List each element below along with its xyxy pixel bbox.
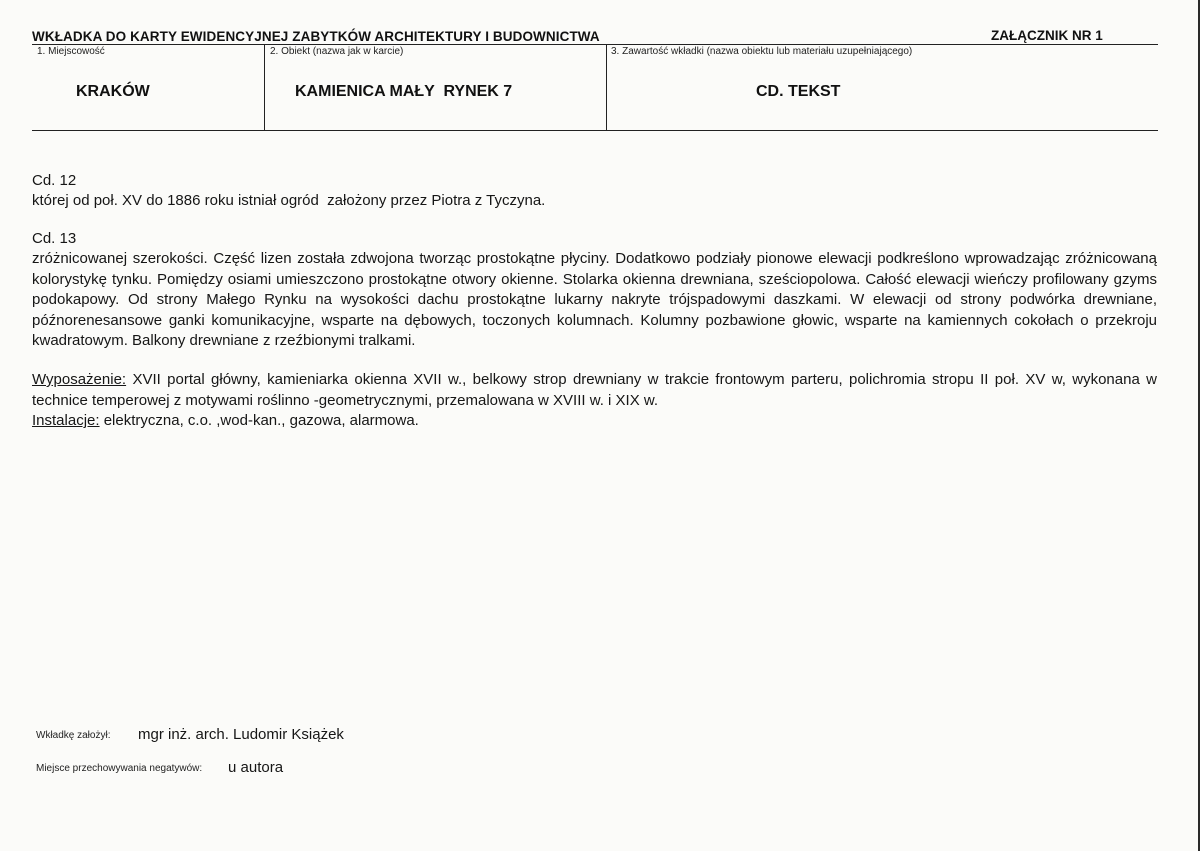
negatives-label: Miejsce przechowywania negatywów: [36,763,203,774]
equipment-paragraph [32,370,1157,411]
cd13-paragraph [32,249,1157,352]
negatives-value: u autora [228,759,284,776]
installations-text: elektryczna, c.o. ,wod-kan., gazowa, alarmowa. [99,412,419,429]
locality-value: KRAKÓW [76,83,150,100]
cd12-heading: Cd. 12 [32,172,77,189]
field-divider-1 [264,44,265,131]
contents-label: 3. Zawartość wkładki (nazwa obiektu lub materiału uzupełniającego) [611,46,913,57]
object-value: KAMIENICA MAŁY RYNEK 7 [295,83,513,100]
object-label: 2. Obiekt (nazwa jak w karcie) [270,46,404,57]
cd12-text: której od poł. XV do 1886 roku istniał ogród założony przez Piotra z Tyczyna. [32,192,546,209]
cd13-heading: Cd. 13 [32,230,77,247]
header-rule [32,44,1158,45]
annex-number: ZAŁĄCZNIK NR 1 [991,28,1103,43]
field-divider-2 [606,44,607,131]
fields-bottom-rule [32,130,1158,131]
installations-line [32,411,419,432]
equipment-text: XVII portal główny, kamieniarka okienna XVII w., belkowy strop drewniany w trakcie frontowym parteru, polichromia stropu II poł. XV w, wykonana w technice temperowej z motywami roślinno -geometrycznymi, przemalowana w XVIII w. i XIX w. [32,371,1157,409]
card-title: WKŁADKA DO KARTY EWIDENCYJNEJ ZABYTKÓW ARCHITEKTURY I BUDOWNICTWA [32,29,600,44]
installations-label: Instalacje: [32,412,100,429]
equipment-label: Wyposażenie: [32,371,127,388]
author-value: mgr inż. arch. Ludomir Książek [138,726,344,743]
locality-label: 1. Miejscowość [37,46,105,57]
cd13-text: zróżnicowanej szerokości. Część lizen została zdwojona tworząc prostokątne płyciny. Dodatkowo podziały pionowe elewacji podkreślono wprowadzając zróżnicowaną kolorystykę tynku. Pomiędzy osiami umieszczono prostokątne otwory okienne. Stolarka okienna drewniana, sześciopolowa. Całość elewacji wieńczy profilowany gzyms podokapowy. Od strony Małego Rynku na wysokości dachu prostokątne lukarny nakryte trójspadowymi daszkami. W elewacji od strony podwórka drewniane, późnorenesansowe ganki komunikacyjne, wsparte na dębowych, toczonych kolumnach. Kolumny pozbawione głowic, wsparte na kamiennych cokołach o przekroju kwadratowym. Balkony drewniane z rzeźbionymi tralkami. [32,250,1157,349]
author-label: Wkładkę założył: [36,730,111,741]
contents-value: CD. TEKST [756,83,841,100]
